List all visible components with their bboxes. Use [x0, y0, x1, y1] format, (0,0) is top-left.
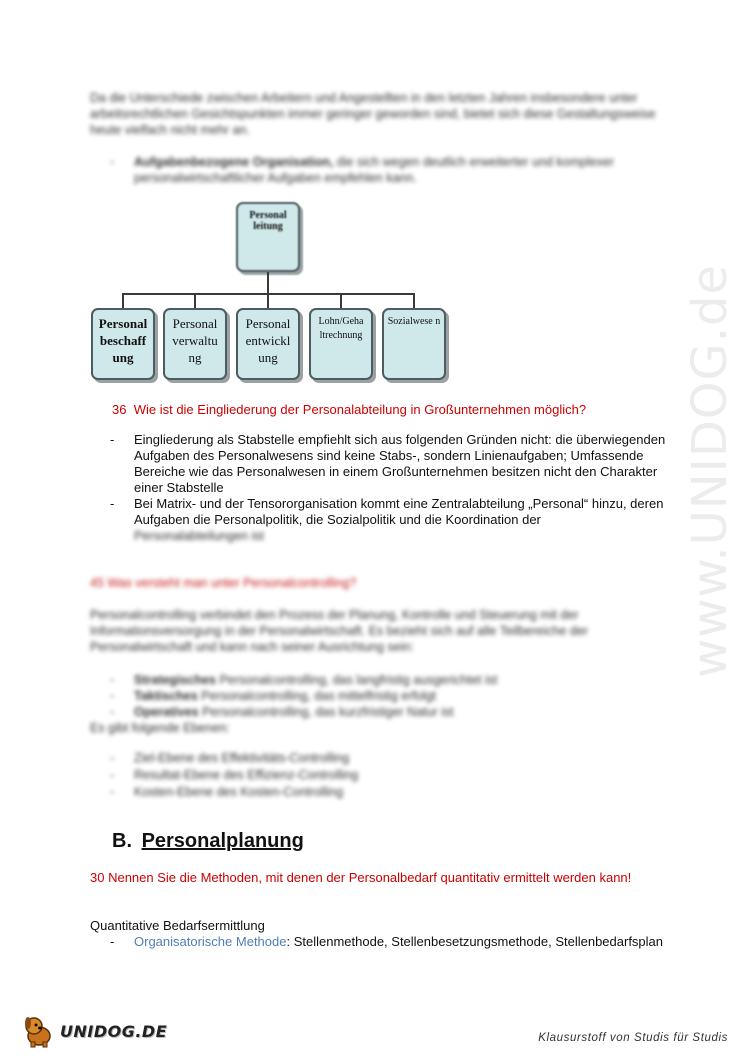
org-child-label: Lohn/Geha ltrechnung	[318, 316, 364, 341]
footer-logo[interactable]	[22, 1014, 167, 1048]
blurred-ebene-text: Ziel-Ebene des Effektivitäts-Controlling	[134, 751, 350, 765]
question-36-text: Wie ist die Eingliederung der Personalabteilung in Großunternehmen möglich?	[133, 402, 587, 417]
org-child-label: Personal entwickl ung	[245, 316, 291, 365]
section-letter: B.	[112, 830, 132, 852]
logo-text: UNIDOG.DE	[60, 1021, 168, 1041]
blurred-ebene-text: Kosten-Ebene des Kosten-Controlling	[134, 785, 344, 799]
answer-36-bullet-1-text: Eingliederung als Stabstelle empfiehlt sich aus folgenden Gründen nicht: die überwiegenden Aufgaben des Personalwesens sind keine Stabs-, sondern Linienaufgaben; Umfassende Bereiche wie das Personalwesen in einem Großunternehmen besitzen nicht den Charakter einer Stabstelle	[134, 432, 666, 495]
org-connector-drop	[340, 293, 342, 308]
answer-36-bullet-2-text: Bei Matrix- und der Tensororganisation kommt eine Zentralabteilung „Personal“ hinzu, deren Aufgaben die Personalpolitik, die Sozialpolitik und die Koordination der	[134, 496, 664, 527]
org-top-label: Personal leitung	[249, 210, 287, 232]
quantitative-heading: Quantitative Bedarfsermittlung	[90, 918, 265, 933]
answer-36-bullet-2: - Bei Matrix- und der Tensororganisation kommt eine Zentralabteilung „Personal“ hinzu, deren Aufgaben die Personalpolitik, die Sozialpolitik und die Koordination der	[110, 496, 670, 528]
quantitative-item: - Organisatorische Methode: Stellenmethode, Stellenbesetzungsmethode, Stellenbedarfsplan	[110, 934, 664, 949]
blurred-bullet: - Aufgabenbezogene Organisation, die sich wegen deutlich erweiterter und komplexer personalwirtschaftlicher Aufgaben empfehlen kann.	[110, 155, 615, 185]
blurred-ebenen-intro: Es gibt folgende Ebenen:	[90, 721, 230, 735]
org-connector-vertical	[267, 272, 269, 294]
blurred-level-rest: Personalcontrolling, das langfristig ausgerichtet ist	[215, 673, 498, 687]
watermark: www.UNIDOG.de	[682, 263, 738, 678]
blurred-level-rest: Personalcontrolling, das mittelfristig erfolgt	[197, 689, 437, 703]
blurred-intro-paragraph: Da die Unterschiede zwischen Arbeitern und Angestellten in den letzten Jahren insbesondere unter arbeitsrechtlichen Gesichtspunkten immer geringer geworden sind, bietet sich diese Gestaltungsweise heute vielfach nicht mehr an.	[90, 91, 656, 137]
blurred-ebene-item: - Ziel-Ebene des Effektivitäts-Controlling	[110, 750, 670, 766]
blurred-bullet-bold: Aufgabenbezogene Organisation,	[134, 155, 334, 169]
footer-tagline: Klausurstoff von Studis für Studis	[538, 1032, 728, 1044]
org-connector-drop	[267, 293, 269, 308]
question-30: 30 Nennen Sie die Methoden, mit denen der Personalbedarf quantitativ ermittelt werden kann!	[90, 870, 632, 885]
org-child-label: Personal verwaltu ng	[172, 316, 218, 365]
section-title: Personalplanung	[141, 830, 304, 852]
blurred-level-item: - Operatives Personalcontrolling, das kurzfristiger Natur ist	[110, 705, 454, 719]
org-connector-drop	[122, 293, 124, 308]
blurred-question-45: 45 Was versteht man unter Personalcontrolling?	[90, 576, 357, 590]
org-connector-drop	[194, 293, 196, 308]
org-child-box	[236, 308, 300, 380]
question-36-number: 36	[112, 402, 127, 417]
blurred-answer-36-tail	[110, 528, 670, 544]
org-child-box	[382, 308, 446, 380]
question-36	[112, 402, 586, 417]
org-child-label: Personal beschaff ung	[98, 316, 148, 365]
blurred-level-bold: Operatives	[134, 705, 199, 719]
blurred-ebene-item: - Kosten-Ebene des Kosten-Controlling	[110, 784, 670, 800]
blurred-ebene-text: Resultat-Ebene des Effizienz-Controlling	[134, 768, 359, 782]
blurred-level-rest: Personalcontrolling, das kurzfristiger Natur ist	[198, 705, 454, 719]
blurred-question-45-paragraph: Personalcontrolling verbindet den Prozess der Planung, Kontrolle und Steuerung mit der Informationsversorgung in der Personalwirtschaft. Es bezieht sich auf alle Teilbereiche der Personalwirtschaft und kann nach seiner Ausrichtung sein:	[90, 608, 588, 654]
org-child-label: Sozialwese n	[387, 316, 441, 327]
blurred-bullet-rest: die sich wegen deutlich erweiterter und komplexer personalwirtschaftlicher Aufgaben empfehlen kann.	[134, 155, 615, 185]
blurred-ebene-item: - Resultat-Ebene des Effizienz-Controlling	[110, 767, 670, 783]
org-child-box	[91, 308, 155, 380]
blurred-answer-36-tail-text: Personalabteilungen ist	[134, 529, 264, 543]
org-child-box	[163, 308, 227, 380]
blurred-level-item: - Strategisches Personalcontrolling, das langfristig ausgerichtet ist	[110, 673, 498, 687]
org-child-box	[309, 308, 373, 380]
blurred-level-item: - Taktisches Personalcontrolling, das mittelfristig erfolgt	[110, 689, 437, 703]
answer-36-bullet-1: - Eingliederung als Stabstelle empfiehlt sich aus folgenden Gründen nicht: die überwiegenden Aufgaben des Personalwesens sind keine Stabs-, sondern Linienaufgaben; Umfassende Bereiche wie das Personalwesen in einem Großunternehmen besitzen nicht den Charakter einer Stabstelle	[110, 432, 670, 496]
method-description: : Stellenmethode, Stellenbesetzungsmethode, Stellenbedarfsplan	[286, 934, 664, 949]
method-link[interactable]: Organisatorische Methode	[134, 934, 287, 949]
section-heading	[112, 830, 304, 853]
org-connector-drop	[413, 293, 415, 308]
dog-mascot-icon	[22, 1014, 56, 1048]
blurred-level-bold: Strategisches	[134, 673, 216, 687]
blurred-level-bold: Taktisches	[134, 689, 198, 703]
org-top-box	[236, 202, 300, 272]
